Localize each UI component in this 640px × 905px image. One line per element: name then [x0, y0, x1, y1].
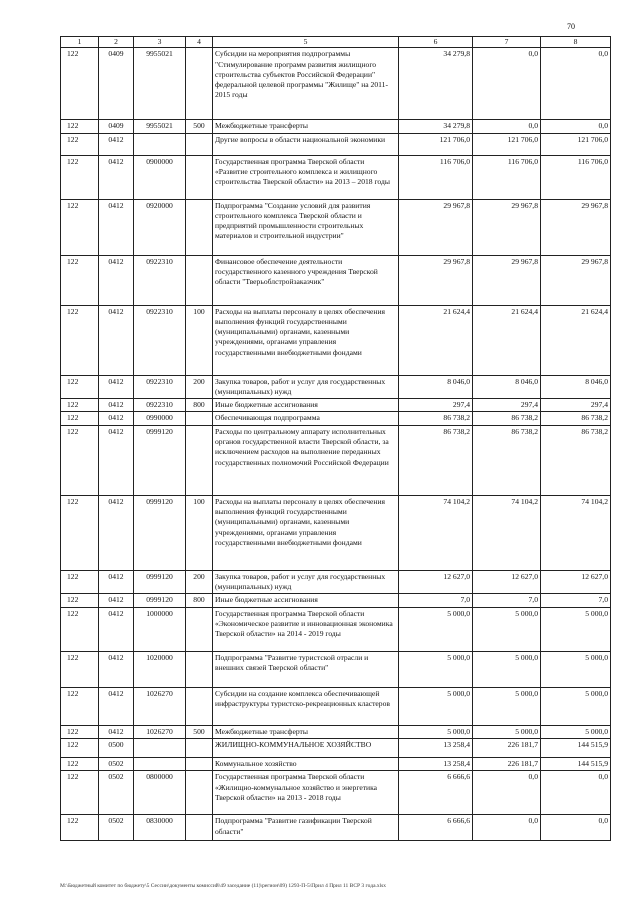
expense-type-cell: 500	[186, 725, 213, 738]
amount-2016-cell: 5 000,0	[473, 687, 541, 725]
amount-2017-cell: 144 515,9	[541, 757, 611, 770]
amount-2016-cell: 121 706,0	[473, 133, 541, 155]
section-code-cell: 0409	[99, 120, 134, 133]
table-row	[61, 375, 611, 399]
ministry-code-cell: 122	[61, 399, 99, 412]
description-cell: Субсидии на создание комплекса обеспечивающей инфраструктуры туристско-рекреационных кластеров	[213, 687, 399, 725]
section-code-cell: 0412	[99, 255, 134, 305]
amount-2016-cell: 5 000,0	[473, 725, 541, 738]
column-header: 3	[134, 37, 186, 48]
section-code-cell: 0500	[99, 738, 134, 757]
amount-2015-cell: 5 000,0	[399, 725, 473, 738]
amount-2017-cell: 7,0	[541, 594, 611, 607]
table-row	[61, 495, 611, 570]
section-code-cell: 0502	[99, 815, 134, 841]
expense-type-cell	[186, 425, 213, 495]
table-row	[61, 199, 611, 255]
amount-2017-cell: 116 706,0	[541, 155, 611, 199]
amount-2015-cell: 13 258,4	[399, 757, 473, 770]
target-article-cell: 1000000	[134, 607, 186, 651]
ministry-code-cell: 122	[61, 199, 99, 255]
target-article-cell: 0922310	[134, 255, 186, 305]
amount-2017-cell: 5 000,0	[541, 687, 611, 725]
amount-2017-cell: 297,4	[541, 399, 611, 412]
table-row	[61, 594, 611, 607]
target-article-cell: 1026270	[134, 725, 186, 738]
target-article-cell: 0922310	[134, 375, 186, 399]
amount-2017-cell: 29 967,8	[541, 199, 611, 255]
amount-2016-cell: 116 706,0	[473, 155, 541, 199]
section-code-cell: 0412	[99, 607, 134, 651]
ministry-code-cell: 122	[61, 305, 99, 375]
amount-2016-cell: 0,0	[473, 48, 541, 120]
expense-type-cell	[186, 757, 213, 770]
description-cell: Коммунальное хозяйство	[213, 757, 399, 770]
amount-2016-cell: 8 046,0	[473, 375, 541, 399]
target-article-cell: 9955021	[134, 48, 186, 120]
description-cell: Государственная программа Тверской области «Развитие строительного комплекса и жилищного строительства Тверской области» на 2013 – 2018 годы	[213, 155, 399, 199]
amount-2015-cell: 7,0	[399, 594, 473, 607]
table-row	[61, 120, 611, 133]
description-cell: Подпрограмма "Развитие газификации Тверской области"	[213, 815, 399, 841]
description-cell: Расходы на выплаты персоналу в целях обеспечения выполнения функций государственными (муниципальными) органами, казенными учреждениями, органами управления государственными внебюджетными фондами	[213, 495, 399, 570]
column-header: 1	[61, 37, 99, 48]
table-row	[61, 255, 611, 305]
amount-2016-cell: 86 738,2	[473, 425, 541, 495]
ministry-code-cell: 122	[61, 155, 99, 199]
section-code-cell: 0412	[99, 412, 134, 425]
expense-type-cell: 100	[186, 305, 213, 375]
description-cell: Субсидии на мероприятия подпрограммы "Стимулирование программ развития жилищного строительства субъектов Российской Федерации" федеральной целевой программы "Жилище" на 2011-2015 годы	[213, 48, 399, 120]
description-cell: Иные бюджетные ассигнования	[213, 399, 399, 412]
ministry-code-cell: 122	[61, 48, 99, 120]
amount-2015-cell: 116 706,0	[399, 155, 473, 199]
amount-2016-cell: 0,0	[473, 120, 541, 133]
description-cell: Финансовое обеспечение деятельности государственного казенного учреждения Тверской области "Тверьоблстройзаказчик"	[213, 255, 399, 305]
ministry-code-cell: 122	[61, 757, 99, 770]
table-row	[61, 133, 611, 155]
amount-2016-cell: 5 000,0	[473, 651, 541, 687]
amount-2017-cell: 86 738,2	[541, 412, 611, 425]
ministry-code-cell: 122	[61, 495, 99, 570]
target-article-cell: 0999120	[134, 495, 186, 570]
expense-type-cell	[186, 771, 213, 815]
expense-type-cell	[186, 651, 213, 687]
amount-2015-cell: 121 706,0	[399, 133, 473, 155]
table-row	[61, 570, 611, 594]
section-code-cell: 0409	[99, 48, 134, 120]
amount-2016-cell: 74 104,2	[473, 495, 541, 570]
amount-2016-cell: 7,0	[473, 594, 541, 607]
target-article-cell	[134, 738, 186, 757]
ministry-code-cell: 122	[61, 771, 99, 815]
table-row	[61, 687, 611, 725]
amount-2016-cell: 29 967,8	[473, 255, 541, 305]
amount-2015-cell: 86 738,2	[399, 412, 473, 425]
amount-2015-cell: 29 967,8	[399, 255, 473, 305]
amount-2017-cell: 12 627,0	[541, 570, 611, 594]
target-article-cell	[134, 133, 186, 155]
amount-2016-cell: 29 967,8	[473, 199, 541, 255]
description-cell: Обеспечивающая подпрограмма	[213, 412, 399, 425]
expense-type-cell: 200	[186, 570, 213, 594]
ministry-code-cell: 122	[61, 725, 99, 738]
ministry-code-cell: 122	[61, 120, 99, 133]
target-article-cell: 0920000	[134, 199, 186, 255]
amount-2015-cell: 5 000,0	[399, 607, 473, 651]
amount-2016-cell: 297,4	[473, 399, 541, 412]
section-code-cell: 0412	[99, 651, 134, 687]
ministry-code-cell: 122	[61, 570, 99, 594]
expense-type-cell	[186, 607, 213, 651]
target-article-cell: 0800000	[134, 771, 186, 815]
description-cell: Другие вопросы в области национальной экономики	[213, 133, 399, 155]
expense-type-cell	[186, 199, 213, 255]
table-row	[61, 757, 611, 770]
expense-type-cell	[186, 133, 213, 155]
amount-2015-cell: 6 666,6	[399, 771, 473, 815]
target-article-cell	[134, 757, 186, 770]
expense-type-cell: 200	[186, 375, 213, 399]
expense-type-cell: 500	[186, 120, 213, 133]
section-code-cell: 0412	[99, 425, 134, 495]
table-row	[61, 725, 611, 738]
amount-2017-cell: 121 706,0	[541, 133, 611, 155]
target-article-cell: 0999120	[134, 594, 186, 607]
ministry-code-cell: 122	[61, 594, 99, 607]
target-article-cell: 0922310	[134, 399, 186, 412]
target-article-cell: 0999120	[134, 425, 186, 495]
description-cell: Межбюджетные трансферты	[213, 725, 399, 738]
target-article-cell: 0999120	[134, 570, 186, 594]
section-code-cell: 0412	[99, 155, 134, 199]
expense-type-cell	[186, 815, 213, 841]
table-row	[61, 771, 611, 815]
section-code-cell: 0502	[99, 771, 134, 815]
target-article-cell: 0830000	[134, 815, 186, 841]
description-cell: Подпрограмма "Создание условий для развития строительного комплекса Тверской области и предприятий промышленности строительных материалов и строительной индустрии"	[213, 199, 399, 255]
expense-type-cell	[186, 255, 213, 305]
amount-2016-cell: 12 627,0	[473, 570, 541, 594]
ministry-code-cell: 122	[61, 425, 99, 495]
ministry-code-cell: 122	[61, 815, 99, 841]
amount-2016-cell: 0,0	[473, 815, 541, 841]
expense-type-cell	[186, 687, 213, 725]
amount-2015-cell: 74 104,2	[399, 495, 473, 570]
description-cell: Государственная программа Тверской области «Жилищно-коммунальное хозяйство и энергетика Тверской области» на 2013 - 2018 годы	[213, 771, 399, 815]
target-article-cell: 9955021	[134, 120, 186, 133]
amount-2015-cell: 29 967,8	[399, 199, 473, 255]
amount-2015-cell: 8 046,0	[399, 375, 473, 399]
description-cell: Межбюджетные трансферты	[213, 120, 399, 133]
column-header: 5	[213, 37, 399, 48]
ministry-code-cell: 122	[61, 255, 99, 305]
description-cell: Закупка товаров, работ и услуг для государственных (муниципальных) нужд	[213, 375, 399, 399]
column-header: 8	[541, 37, 611, 48]
expense-type-cell	[186, 48, 213, 120]
amount-2015-cell: 34 279,8	[399, 48, 473, 120]
table-row	[61, 155, 611, 199]
amount-2017-cell: 21 624,4	[541, 305, 611, 375]
amount-2015-cell: 5 000,0	[399, 651, 473, 687]
ministry-code-cell: 122	[61, 651, 99, 687]
description-cell: ЖИЛИЩНО-КОММУНАЛЬНОЕ ХОЗЯЙСТВО	[213, 738, 399, 757]
expense-type-cell	[186, 738, 213, 757]
amount-2015-cell: 12 627,0	[399, 570, 473, 594]
expense-type-cell: 800	[186, 399, 213, 412]
target-article-cell: 1020000	[134, 651, 186, 687]
section-code-cell: 0412	[99, 495, 134, 570]
header-row	[61, 37, 611, 48]
description-cell: Иные бюджетные ассигнования	[213, 594, 399, 607]
description-cell: Расходы по центральному аппарату исполнительных органов государственной власти Тверской области, за исключением расходов на выполнение переданных государственных полномочий Российской Федерации	[213, 425, 399, 495]
table-row	[61, 399, 611, 412]
amount-2015-cell: 297,4	[399, 399, 473, 412]
amount-2017-cell: 86 738,2	[541, 425, 611, 495]
amount-2017-cell: 144 515,9	[541, 738, 611, 757]
expense-type-cell	[186, 155, 213, 199]
ministry-code-cell: 122	[61, 738, 99, 757]
page-number: 70	[567, 22, 575, 31]
column-header: 6	[399, 37, 473, 48]
description-cell: Расходы на выплаты персоналу в целях обеспечения выполнения функций государственными (муниципальными) органами, казенными учреждениями, органами управления государственными внебюджетными фондами	[213, 305, 399, 375]
column-header: 4	[186, 37, 213, 48]
section-code-cell: 0412	[99, 570, 134, 594]
description-cell: Государственная программа Тверской области «Экономическое развитие и инновационная экономика Тверской области» на 2014 - 2019 годы	[213, 607, 399, 651]
amount-2016-cell: 226 181,7	[473, 738, 541, 757]
amount-2017-cell: 29 967,8	[541, 255, 611, 305]
amount-2015-cell: 6 666,6	[399, 815, 473, 841]
amount-2017-cell: 0,0	[541, 120, 611, 133]
file-path-footer: M:\Бюджетный комитет по бюджету\5 Сессии\документы комиссий\49 заседание (11)\регион\09) 1293-П-5\Прил 4 Прил 11 ВСР 3 года.xlsx	[60, 883, 387, 889]
amount-2017-cell: 8 046,0	[541, 375, 611, 399]
amount-2015-cell: 21 624,4	[399, 305, 473, 375]
amount-2016-cell: 86 738,2	[473, 412, 541, 425]
column-header: 2	[99, 37, 134, 48]
amount-2016-cell: 226 181,7	[473, 757, 541, 770]
ministry-code-cell: 122	[61, 607, 99, 651]
amount-2015-cell: 13 258,4	[399, 738, 473, 757]
table-row	[61, 305, 611, 375]
expense-type-cell: 100	[186, 495, 213, 570]
column-header: 7	[473, 37, 541, 48]
expense-type-cell	[186, 412, 213, 425]
section-code-cell: 0412	[99, 399, 134, 412]
table-row	[61, 651, 611, 687]
section-code-cell: 0412	[99, 594, 134, 607]
section-code-cell: 0502	[99, 757, 134, 770]
amount-2015-cell: 5 000,0	[399, 687, 473, 725]
table-row	[61, 425, 611, 495]
ministry-code-cell: 122	[61, 133, 99, 155]
budget-table	[60, 36, 611, 841]
amount-2017-cell: 74 104,2	[541, 495, 611, 570]
target-article-cell: 1026270	[134, 687, 186, 725]
section-code-cell: 0412	[99, 199, 134, 255]
target-article-cell: 0900000	[134, 155, 186, 199]
section-code-cell: 0412	[99, 133, 134, 155]
amount-2017-cell: 5 000,0	[541, 725, 611, 738]
amount-2015-cell: 34 279,8	[399, 120, 473, 133]
expense-type-cell: 800	[186, 594, 213, 607]
table-row	[61, 738, 611, 757]
table-row	[61, 412, 611, 425]
amount-2017-cell: 0,0	[541, 48, 611, 120]
table-row	[61, 607, 611, 651]
amount-2016-cell: 5 000,0	[473, 607, 541, 651]
ministry-code-cell: 122	[61, 687, 99, 725]
section-code-cell: 0412	[99, 687, 134, 725]
target-article-cell: 0922310	[134, 305, 186, 375]
target-article-cell: 0990000	[134, 412, 186, 425]
amount-2017-cell: 0,0	[541, 771, 611, 815]
section-code-cell: 0412	[99, 305, 134, 375]
amount-2015-cell: 86 738,2	[399, 425, 473, 495]
amount-2016-cell: 21 624,4	[473, 305, 541, 375]
amount-2017-cell: 0,0	[541, 815, 611, 841]
ministry-code-cell: 122	[61, 375, 99, 399]
amount-2016-cell: 0,0	[473, 771, 541, 815]
description-cell: Подпрограмма "Развитие туристской отрасли и внешних связей Тверской области"	[213, 651, 399, 687]
table-row	[61, 48, 611, 120]
section-code-cell: 0412	[99, 375, 134, 399]
table-row	[61, 815, 611, 841]
ministry-code-cell: 122	[61, 412, 99, 425]
description-cell: Закупка товаров, работ и услуг для государственных (муниципальных) нужд	[213, 570, 399, 594]
amount-2017-cell: 5 000,0	[541, 607, 611, 651]
section-code-cell: 0412	[99, 725, 134, 738]
amount-2017-cell: 5 000,0	[541, 651, 611, 687]
